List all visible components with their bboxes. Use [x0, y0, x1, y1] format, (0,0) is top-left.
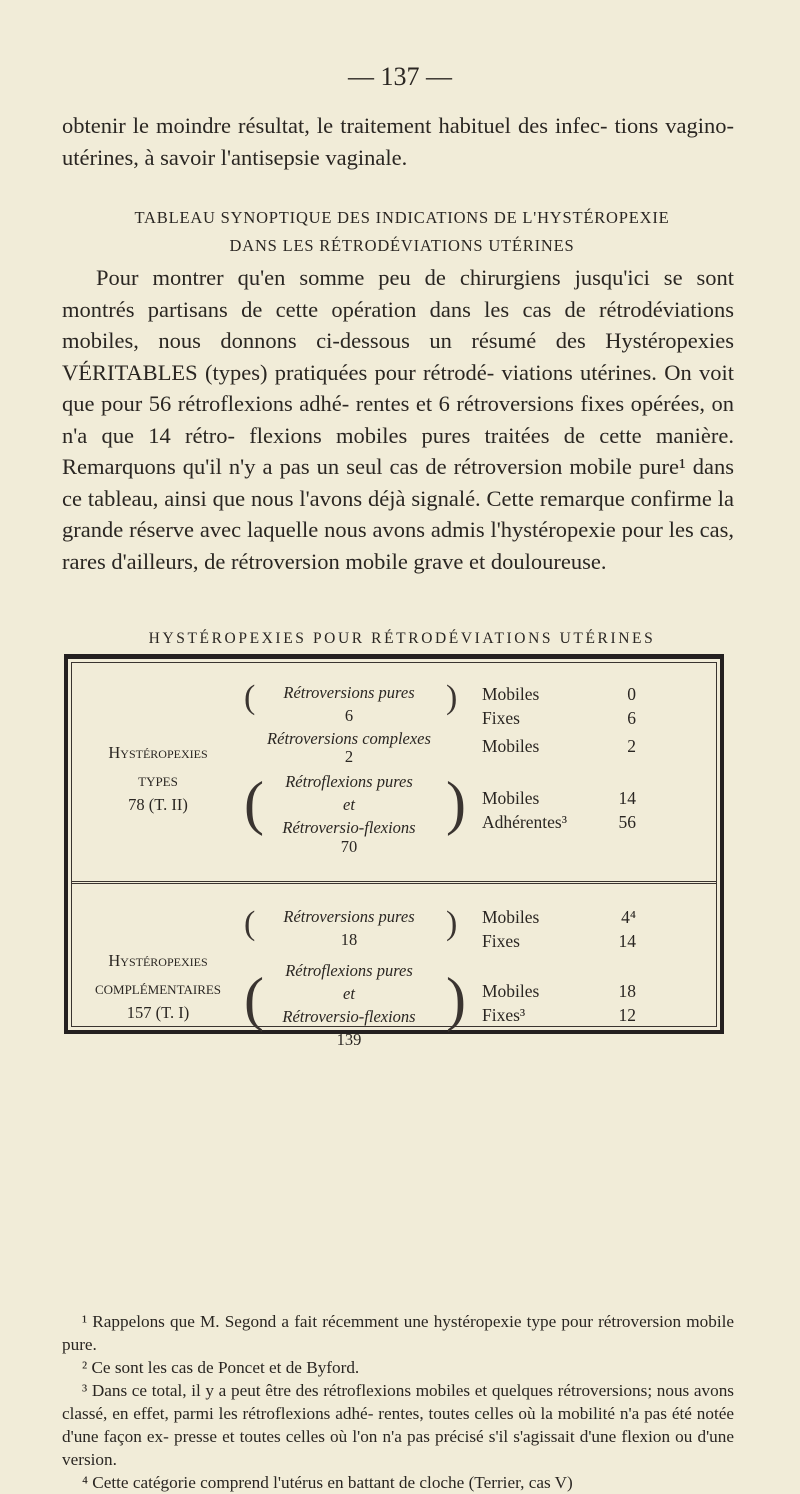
s1-row5-value: 56 [618, 812, 636, 832]
brace-right-3: ) [446, 770, 466, 836]
footnote-4: ⁴ Cette catégorie comprend l'utérus en battant de cloche (Terrier, cas V) [82, 1473, 573, 1492]
s2-row1-value: 4⁴ [621, 907, 636, 927]
footnote-2: ² Ce sont les cas de Poncet et de Byford. [82, 1358, 360, 1377]
section-heading-line1: TABLEAU SYNOPTIQUE DES INDICATIONS DE L'HYSTÉROPEXIE [134, 208, 670, 227]
intro-paragraph: obtenir le moindre résultat, le traitement habituel des infec- tions vagino-utérines, à savoir l'antisepsie vaginale. [62, 113, 734, 170]
section1-label [78, 741, 238, 816]
s2-group2-name3: Rétroversio-flexions [282, 1007, 416, 1026]
section-heading-line2: DANS LES RÉTRODÉVIATIONS UTÉRINES [229, 236, 575, 255]
brace-left-4: ( [244, 905, 256, 942]
s2-group1-name: Rétroversions pures [283, 907, 415, 926]
s1-group3-count: 70 [340, 837, 358, 856]
s1-group1-name: Rétroversions pures [283, 683, 415, 702]
s2-row1-label: Mobiles [482, 907, 540, 927]
s1-row3-value: 2 [627, 736, 636, 756]
section2-label [78, 949, 238, 1024]
s2-row2-value: 14 [618, 931, 636, 951]
s2-groups [254, 905, 444, 1051]
brace-right-1: ) [446, 679, 458, 716]
table-title: HYSTÉROPEXIES POUR RÉTRODÉVIATIONS UTÉRINES [148, 630, 656, 647]
s2-group2-count: 139 [336, 1030, 362, 1049]
s1-group1 [254, 681, 444, 855]
section2-label-line3: 157 (T. I) [126, 1003, 190, 1022]
s2-row4-label: Fixes³ [482, 1005, 526, 1025]
page-number: — 137 — [348, 62, 452, 91]
section2-label-line1: Hystéropexies [108, 951, 208, 970]
s2-row3-value: 18 [618, 981, 636, 1001]
brace-left-5: ( [244, 966, 264, 1032]
brace-left-1: ( [244, 679, 256, 716]
footnote-3: ³ Dans ce total, il y a peut être des rétroflexions mobiles et quelques rétroversions; nous avons classé, en effet, parmi les rétroflexions adhé- rentes, toutes celles où la mobilité n'a pas été notée d'une façon ex- presse et toutes celles où l'on n'a pas précisé s'il s'agissait d'une flexion ou d'une version. [62, 1381, 734, 1469]
s1-row3-label: Mobiles [482, 736, 540, 756]
s1-row5-label: Adhérentes³ [482, 812, 567, 832]
brace-left-3: ( [244, 770, 264, 836]
s1-row4-value: 14 [618, 788, 636, 808]
brace-right-5: ) [446, 966, 466, 1032]
s1-row2-value: 6 [627, 708, 636, 728]
synoptic-table [64, 654, 724, 1049]
s1-row2-label: Fixes [482, 708, 520, 728]
s1-group2-name: Rétroversions complexes [267, 729, 431, 748]
s2-group1-count: 18 [340, 930, 358, 949]
table-divider [71, 881, 717, 884]
s2-row3-label: Mobiles [482, 981, 540, 1001]
section1-label-line3: 78 (T. II) [128, 795, 188, 814]
s1-row1-label: Mobiles [482, 684, 540, 704]
s2-group2-name1: Rétroflexions pures [285, 961, 413, 980]
section1-label-line1: Hystéropexies [108, 743, 208, 762]
s1-group1-count: 6 [344, 706, 354, 725]
section2-label-line2: COMPLÉMENTAIRES [94, 982, 222, 997]
s1-group3-name1: Rétroflexions pures [285, 772, 413, 791]
s2-group2-name2: et [343, 984, 355, 1003]
s2-row4-value: 12 [618, 1005, 636, 1025]
footnotes [62, 1310, 734, 1494]
section1-label-line2: TYPES [138, 774, 178, 789]
brace-right-4: ) [446, 905, 458, 942]
s1-group2-count: 2 [344, 747, 354, 766]
s2-row2-label: Fixes [482, 931, 520, 951]
s1-group3-name3: Rétroversio-flexions [282, 818, 416, 837]
body-paragraph: Pour montrer qu'en somme peu de chirurgiens jusqu'ici se sont montrés partisans de cette opération dans les cas de rétrodéviations mobiles, nous donnons ci-dessous un résumé des Hystéropexies VÉRITABLES (types) pratiquées pour rétrodé- viations utérines. On voit que pour 56 rétroflexions adhé- rentes et 6 rétroversions fixes opérées, on n'a que 14 rétro- flexions mobiles pures traitées de cette manière. Remarquons qu'il n'y a pas un seul cas de rétroversion mobile pure¹ dans ce tableau, ainsi que nous l'avons déjà signalé. Cette remarque confirme la grande réserve avec laquelle nous avons admis l'hystéropexie pour les cas, rares d'ailleurs, de rétroversion mobile grave et douloureuse. [62, 265, 734, 574]
s1-row4-label: Mobiles [482, 788, 540, 808]
footnote-1: ¹ Rappelons que M. Segond a fait récemment une hystéropexie type pour rétroversion mobile pure. [62, 1312, 734, 1354]
s1-row1-value: 0 [627, 684, 636, 704]
s1-group3-name2: et [343, 795, 355, 814]
